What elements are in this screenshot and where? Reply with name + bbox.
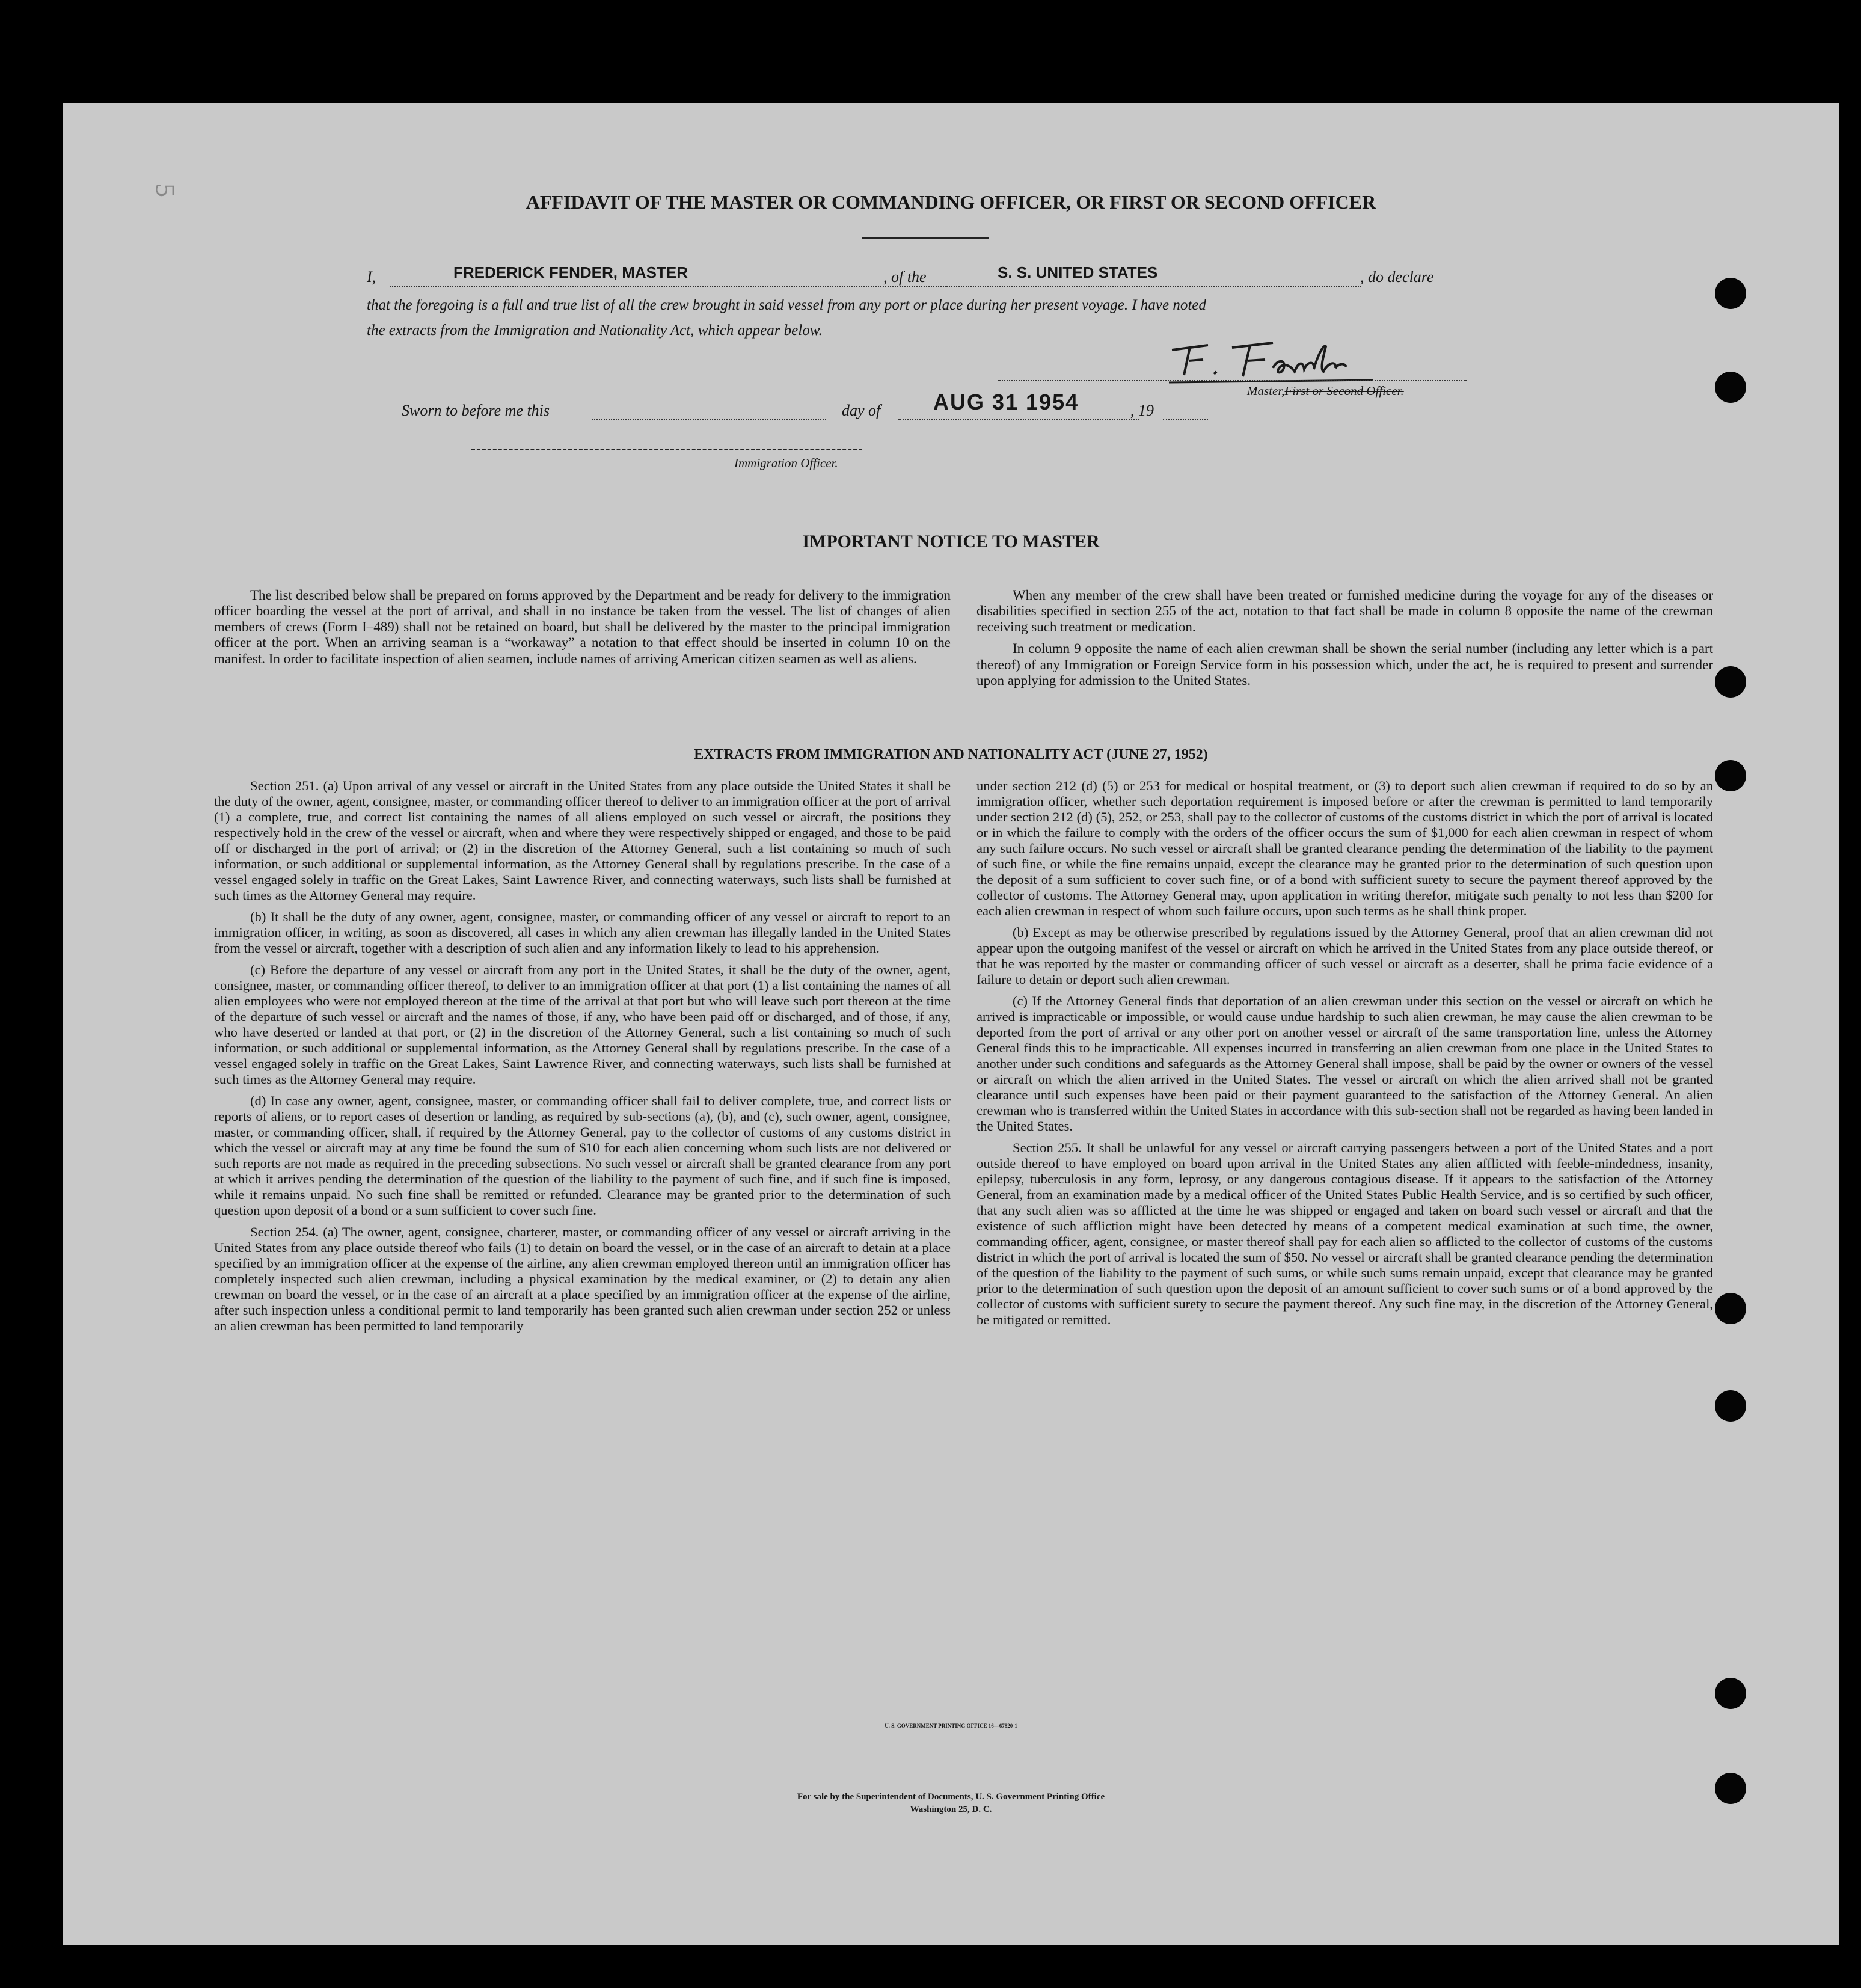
officer-signature-line [471, 449, 862, 450]
year-suffix: , 19 [1130, 402, 1154, 419]
officer-label: Immigration Officer. [734, 456, 838, 470]
sale-notice-line-2: Washington 25, D. C. [910, 1805, 992, 1814]
punch-hole [1715, 1390, 1746, 1422]
sworn-label: Sworn to before me this [402, 402, 550, 419]
notice-left-paragraph: The list described below shall be prepared on forms approved by the Department and be ready for delivery to the immigration officer boarding the vessel at the port of arrival, and shall in no instance be taken from the vessel. The list of changes of alien members of crews (Form I–489) shall not be retained on board, but shall be delivered by the master to the principal immigration officer at the port. When an arriving seaman is a “workaway” a notation to that effect should be inserted in column 10 on the manifest. In order to facilitate inspection of alien seamen, include names of arriving American citizen seamen as well as aliens. [214, 588, 951, 666]
affidavit-title: AFFIDAVIT OF THE MASTER OR COMMANDING OFFICER, OR FIRST OR SECOND OFFICER [526, 191, 1376, 213]
punch-hole [1715, 372, 1746, 403]
extracts-title: EXTRACTS FROM IMMIGRATION AND NATIONALITY ACT (JUNE 27, 1952) [694, 747, 1208, 762]
notice-right-paragraph-1: When any member of the crew shall have been treated or furnished medicine during the voyage for any of the diseases or disabilities specified in section 255 of the act, notation to that fact shall be made in column 8 opposite the name of the crewman receiving such treatment or medication. [976, 588, 1713, 634]
signer-role [1247, 384, 1404, 399]
sworn-day-line [592, 419, 826, 420]
signature-handwriting [1166, 332, 1382, 386]
page-number: 5 [150, 183, 181, 197]
vessel-name: S. S. UNITED STATES [998, 263, 1158, 281]
punch-hole [1715, 1678, 1746, 1709]
extract-right-paragraph: under section 212 (d) (5) or 253 for medical or hospital treatment, or (3) to deport such alien crewman if required to do so by an immigration officer, whether such deportation requirement is imposed before or after the crewman is permitted to land temporarily under section 212 (d) (5), 252, or 253, shall pay to the collector of customs of the customs district in which the port of arrival is located or in which the failure to comply with the orders of the officer occurs the sum of $1,000 for each alien crewman in respect of whom any such failure occurs. No such vessel or aircraft shall be granted clearance pending the determination of the liability to the payment of such fine, or while the fine remains unpaid, except the clearance may be granted prior to the determination of such question upon the deposit of a sum sufficient to cover such fine, or of a bond with sufficient surety to secure the payment thereof approved by the collector of customs. The Attorney General may, upon application in writing therefor, mitigate such penalty to not less than $200 for each alien crewman in respect of whom such failure occurs, upon such terms as he shall think proper. [976, 778, 1713, 918]
extracts-left-column [214, 778, 951, 1340]
statement-line-1: that the foregoing is a full and true list of all the crew brought in said vessel from any port or place during her present voyage. I have noted [367, 297, 1206, 313]
notice-right-paragraph-2: In column 9 opposite the name of each alien crewman shall be shown the serial number (including any letter which is a part thereof) of any Immigration or Foreign Service form in his possession which, under the act, he is required to present and surrender upon applying for admission to the United States. [976, 641, 1713, 689]
title-underline [862, 237, 989, 239]
day-of-label: day of [842, 402, 881, 419]
of-the-label: , of the [883, 268, 927, 286]
punch-hole [1715, 760, 1746, 791]
sale-notice-line-1: For sale by the Superintendent of Documents, U. S. Government Printing Office [797, 1792, 1105, 1802]
declarant-line [390, 286, 946, 287]
notice-right-column [976, 588, 1713, 695]
extract-left-paragraph: (c) Before the departure of any vessel or aircraft from any port in the United States, it shall be the duty of the owner, agent, consignee, master, or commanding officer thereof, to deliver to an immigration officer at that port (1) a list containing the names of all alien employees who were not employed thereon at the time of the arrival at that port but who will leave such port thereon at the time of the departure of such vessel or aircraft and the names of those, if any, who have been paid off or discharged, and of those, if any, who have deserted or landed at that port, or (2) in the discretion of the Attorney General, such a list containing so much of such information, or such additional or supplemental information, as the Attorney General shall by regulations prescribe. In the case of a vessel engaged solely in traffic on the Great Lakes, Saint Lawrence River, and connecting waterways, such lists shall be furnished at such times as the Attorney General may require. [214, 962, 951, 1087]
punch-hole [1715, 278, 1746, 309]
declare-prefix: I, [367, 268, 376, 286]
punch-hole [1715, 1293, 1746, 1324]
punch-hole [1715, 1773, 1746, 1804]
extract-right-paragraph: (c) If the Attorney General finds that deportation of an alien crewman under this section on the vessel or aircraft on which he arrived is impracticable or impossible, or would cause undue hardship to such alien crewman, he may cause the alien crewman to be deported from the port of arrival or any other port on another vessel or aircraft of the same transportation line, unless the Attorney General finds this to be impracticable. All expenses incurred in transferring an alien crewman from one place in the United States to another under such conditions and safeguards as the Attorney General shall impose, shall be paid by the owner or owners of the vessel or aircraft on which the alien arrived in the United States. The vessel or aircraft on which the alien arrived shall not be granted clearance until such expenses have been paid or their payment guaranteed to the satisfaction of the Attorney General. An alien crewman who is transferred within the United States in accordance with this sub-section shall not be regarded as having been landed in the United States. [976, 993, 1713, 1134]
document-page [63, 103, 1839, 1945]
extract-left-paragraph: Section 251. (a) Upon arrival of any vessel or aircraft in the United States from any place outside the United States it shall be the duty of the owner, agent, consignee, master, or commanding officer thereof to deliver to an immigration officer at the port of arrival (1) a complete, true, and correct list containing the names of all aliens employed on such vessel or aircraft, the positions they respectively hold in the crew of the vessel or aircraft, when and where they were respectively shipped or engaged, and those to be paid off or discharged in the port of arrival; or (2) in the discretion of the Attorney General, such a list containing so much of such information, or such additional or supplemental information, as the Attorney General shall by regulations prescribe. In the case of a vessel engaged solely in traffic on the Great Lakes, Saint Lawrence River, and connecting waterways, such lists shall be furnished at such times as the Attorney General may require. [214, 778, 951, 903]
notice-title: IMPORTANT NOTICE TO MASTER [802, 532, 1100, 551]
statement-line-2: the extracts from the Immigration and Nationality Act, which appear below. [367, 322, 823, 339]
do-declare-label: , do declare [1360, 268, 1434, 286]
punch-hole [1715, 666, 1746, 698]
notice-left-column [214, 588, 951, 673]
extract-left-paragraph: (b) It shall be the duty of any owner, agent, consignee, master, or commanding officer of any vessel or aircraft to report to an immigration officer, in writing, as soon as discovered, all cases in which any alien crewman has illegally landed in the United States from the vessel or aircraft, together with a description of such alien and any information likely to lead to his apprehension. [214, 909, 951, 956]
sworn-date-stamp: AUG 31 1954 [933, 390, 1079, 414]
signer-role-master: Master, [1247, 384, 1285, 398]
extract-left-paragraph: Section 254. (a) The owner, agent, consignee, charterer, master, or commanding officer of any vessel or aircraft arriving in the United States from any place outside thereof who fails (1) to detain on board the vessel, or in the case of an aircraft to detain at a place specified by an immigration officer at the expense of the airline, any alien crewman employed thereon until an immigration officer has completely inspected such alien crewman, including a physical examination by the medical examiner, or (2) to detain any alien crewman on board the vessel, or in the case of an aircraft at a place specified by an immigration officer at the expense of the airline, after such inspection unless a conditional permit to land temporarily has been granted such alien crewman under section 252 or unless an alien crewman has been permitted to land temporarily [214, 1224, 951, 1333]
extract-right-paragraph: Section 255. It shall be unlawful for any vessel or aircraft carrying passengers between a port of the United States and a port outside thereof to have employed on board upon arrival in the United States any alien afflicted with feeble-mindedness, insanity, epilepsy, tuberculosis in any form, leprosy, or any dangerous contagious disease. If it appears to the satisfaction of the Attorney General, from an examination made by a medical officer of the United States Public Health Service, and is so certified by such officer, that any such alien was so afflicted at the time he was shipped or engaged and taken on board such vessel or aircraft and that the existence of such affliction might have been detected by means of a competent medical examination at such time, the owner, commanding officer, agent, consignee, or master thereof shall pay for each alien so afflicted to the collector of customs of the customs district in which the port of arrival is located the sum of $50. No vessel or aircraft shall be granted clearance pending the determination of the question of the liability to the payment of such sums, or while such sums remain unpaid, except that clearance may be granted prior to the determination of such question upon the deposit of an amount sufficient to cover such sums or of a bond approved by the collector of customs with sufficient surety to secure the payment thereof. Any such fine may, in the discretion of the Attorney General, be mitigated or remitted. [976, 1140, 1713, 1327]
signature-line [998, 380, 1467, 381]
vessel-line [946, 286, 1361, 287]
printing-office-imprint: U. S. GOVERNMENT PRINTING OFFICE 16—67820-1 [885, 1723, 1017, 1729]
extracts-right-column [976, 778, 1713, 1334]
extract-right-paragraph: (b) Except as may be otherwise prescribed by regulations issued by the Attorney General, proof that an alien crewman did not appear upon the outgoing manifest of the vessel or aircraft on which he arrived in the United States from any place outside thereof, or that he was reported by the master or commanding officer of such vessel or aircraft as a deserter, shall be prima facie evidence of a failure to detain or deport such alien crewman. [976, 925, 1713, 987]
extract-left-paragraph: (d) In case any owner, agent, consignee, master, or commanding officer shall fail to deliver complete, true, and correct lists or reports of aliens, or to report cases of desertion or landing, as required by sub-sections (a), (b), and (c), such owner, agent, consignee, master, or commanding officer, shall, if required by the Attorney General, pay to the collector of customs of any customs district in which the vessel or aircraft may at any time be found the sum of $10 for each alien concerning whom such lists are not delivered or such reports are not made as required in the preceding subsections. No such vessel or aircraft shall be granted clearance from any port at which it arrives pending the determination of the question of the liability to the payment of such fine, and if such fine is imposed, while it remains unpaid. No such fine shall be remitted or refunded. Clearance may be granted prior to the determination of such question upon deposit of a bond or a sum sufficient to cover such fine. [214, 1093, 951, 1218]
year-line [1163, 419, 1208, 420]
signer-role-struck: First or Second Officer. [1284, 384, 1404, 398]
declarant-name: FREDERICK FENDER, MASTER [453, 263, 688, 281]
sworn-date-line [898, 419, 1139, 420]
